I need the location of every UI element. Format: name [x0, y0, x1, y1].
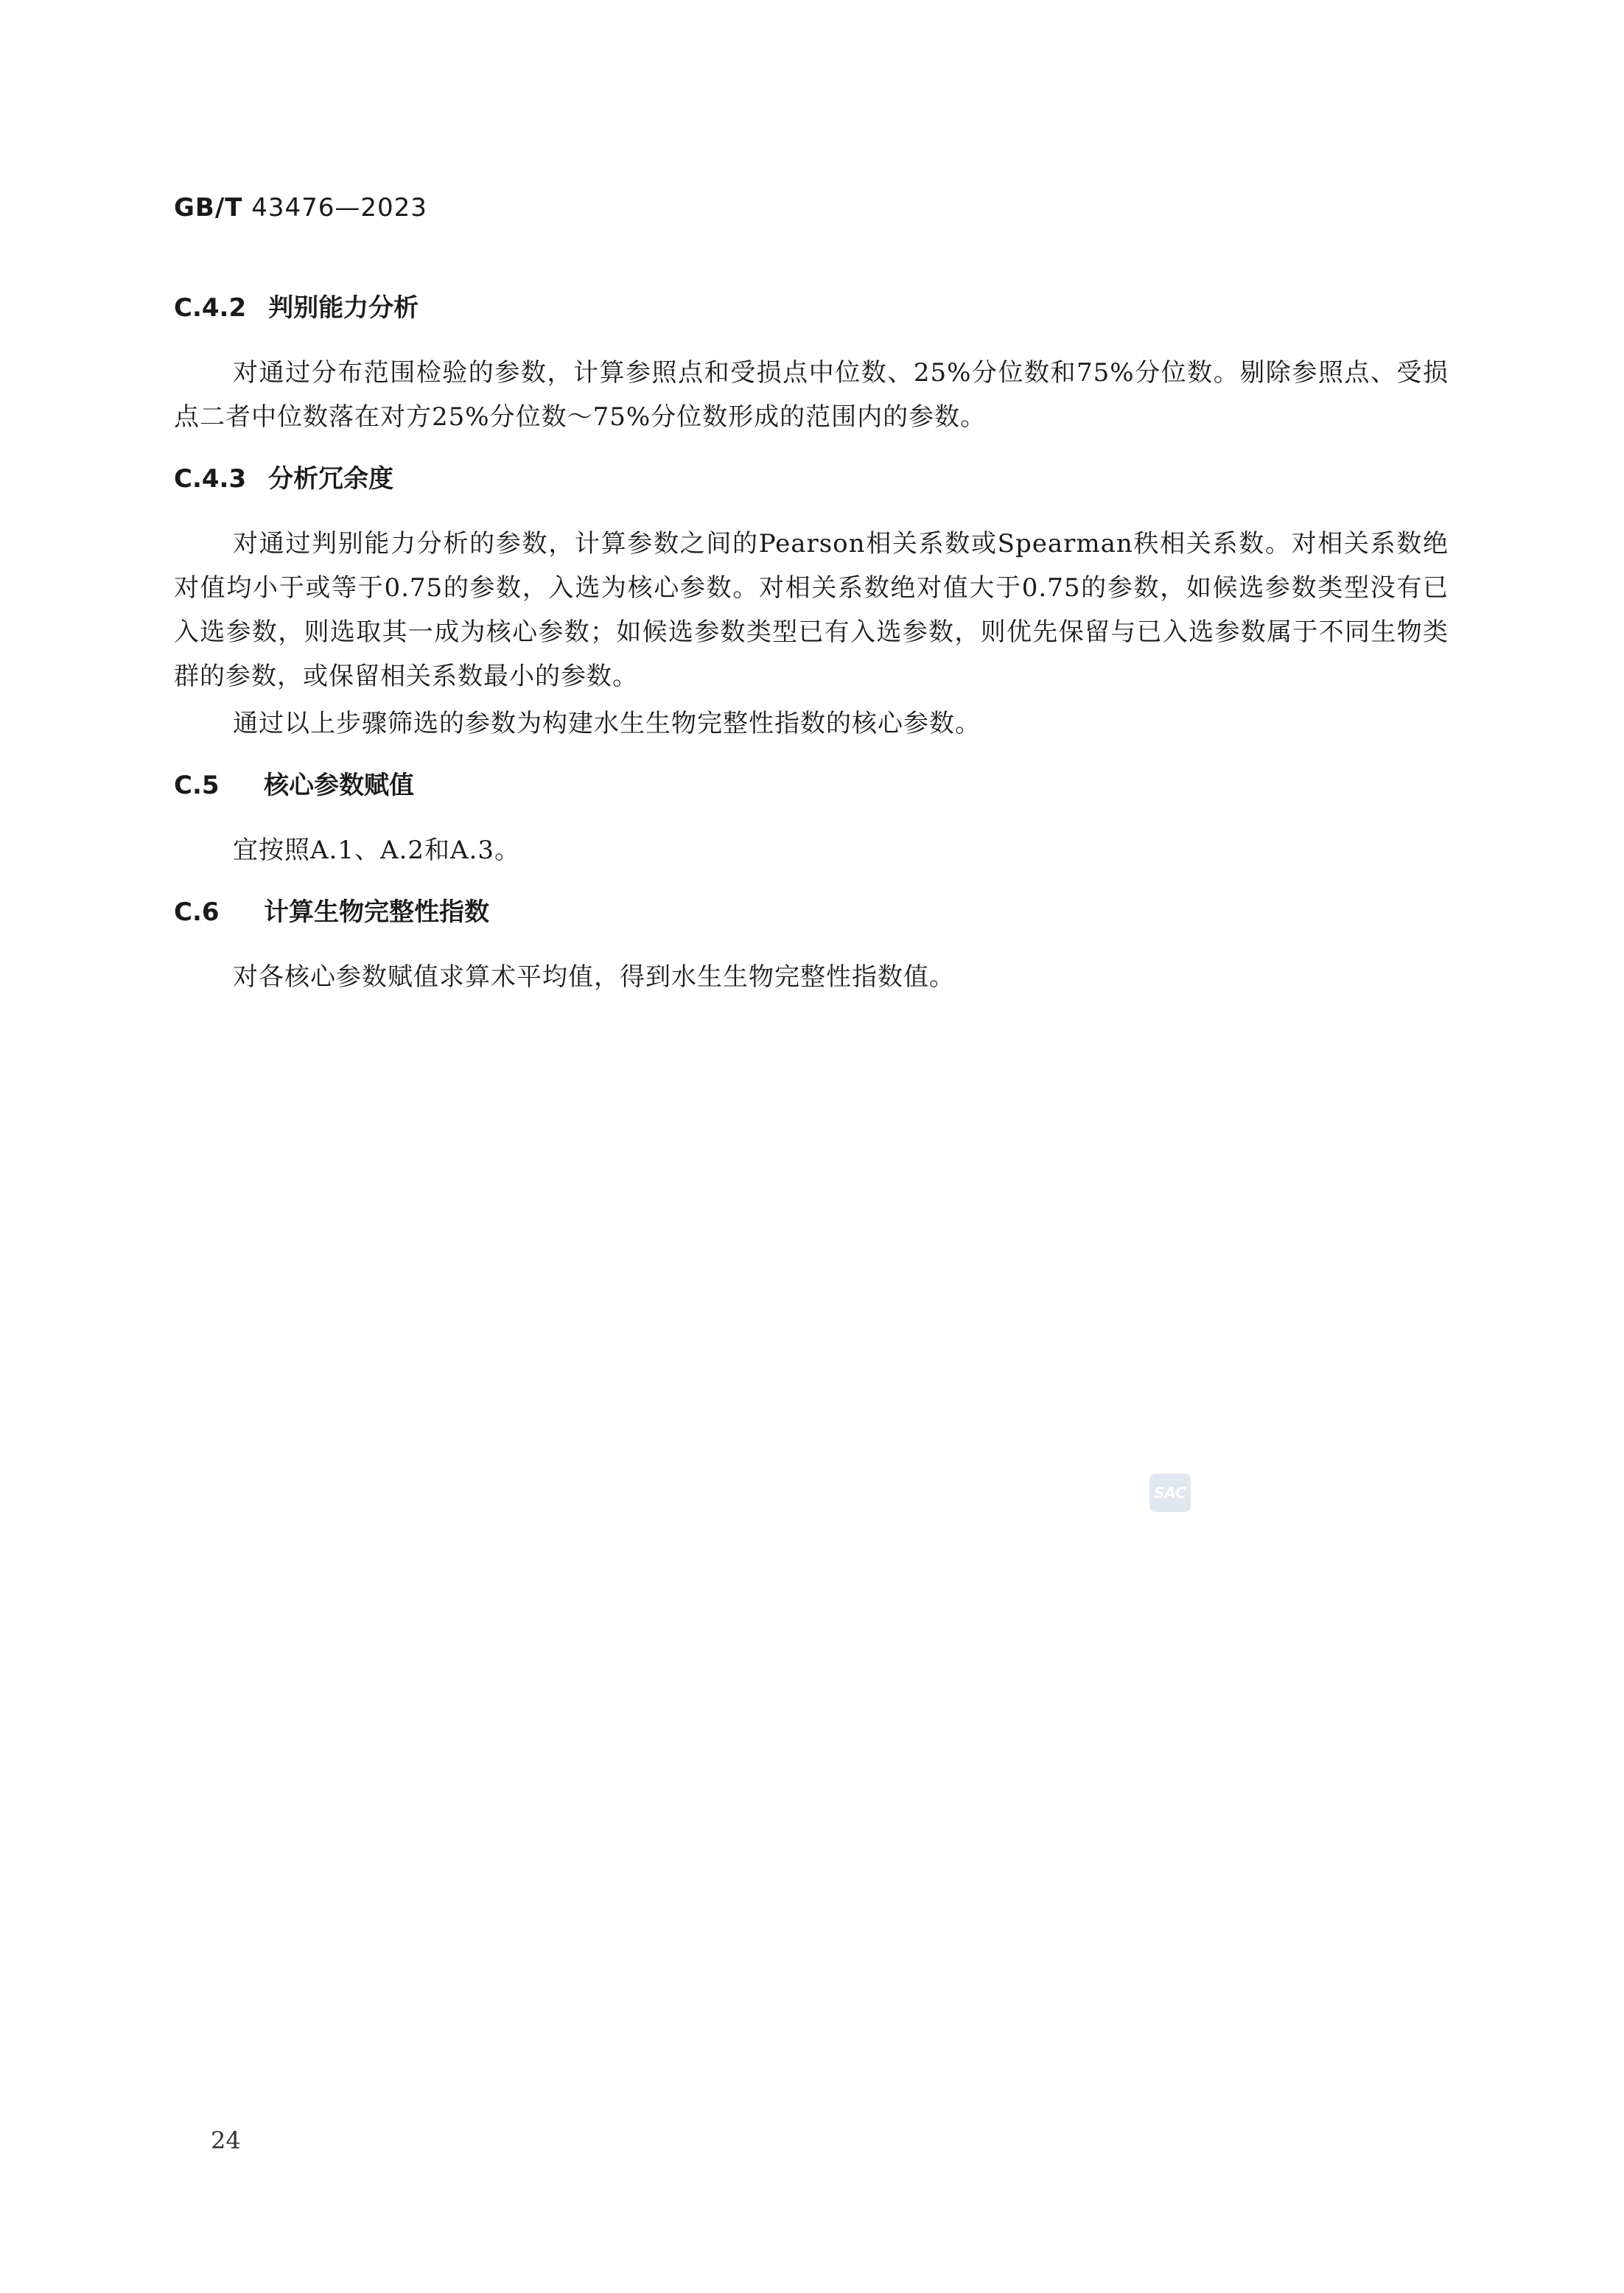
section-title: 判别能力分析 — [268, 293, 419, 323]
section-number: C.6 — [174, 897, 220, 927]
sac-watermark-logo: SAC — [1149, 1474, 1191, 1512]
section-title: 核心参数赋值 — [264, 771, 414, 800]
section-number: C.5 — [174, 771, 220, 800]
document-body — [174, 287, 1449, 1018]
section-title: 计算生物完整性指数 — [264, 897, 489, 927]
section-heading-c6 — [174, 892, 1449, 933]
document-header — [174, 193, 427, 223]
section-number: C.4.2 — [174, 293, 247, 323]
page-number: 24 — [211, 2126, 241, 2154]
section-number: C.4.3 — [174, 464, 247, 494]
section-paragraph: 宜按照A.1、A.2和A.3。 — [233, 836, 520, 865]
section-heading-c43 — [174, 458, 1449, 500]
section-paragraph: 对通过分布范围检验的参数，计算参照点和受损点中位数、25%分位数和75%分位数。剔除参照点、受损点二者中位数落在对方25%分位数～75%分位数形成的范围内的参数。 — [174, 358, 1449, 432]
standard-prefix: GB/T — [174, 193, 243, 223]
section-paragraph: 对通过判别能力分析的参数，计算参数之间的Pearson相关系数或Spearman秩相关系数。对相关系数绝对值均小于或等于0.75的参数，入选为核心参数。对相关系数绝对值大于0.75的参数，如候选参数类型没有已入选参数，则选取其一成为核心参数；如候选参数类型已有入选参数，则优先保留与已入选参数属于不同生物类群的参数，或保留相关系数最小的参数。 — [174, 529, 1449, 691]
section-paragraph: 通过以上步骤筛选的参数为构建水生生物完整性指数的核心参数。 — [233, 709, 981, 738]
section-title: 分析冗余度 — [268, 464, 394, 494]
section-heading-c42 — [174, 287, 1449, 329]
standard-number: 43476—2023 — [251, 193, 427, 223]
section-heading-c5 — [174, 765, 1449, 806]
section-paragraph: 对各核心参数赋值求算术平均值，得到水生生物完整性指数值。 — [233, 962, 955, 992]
